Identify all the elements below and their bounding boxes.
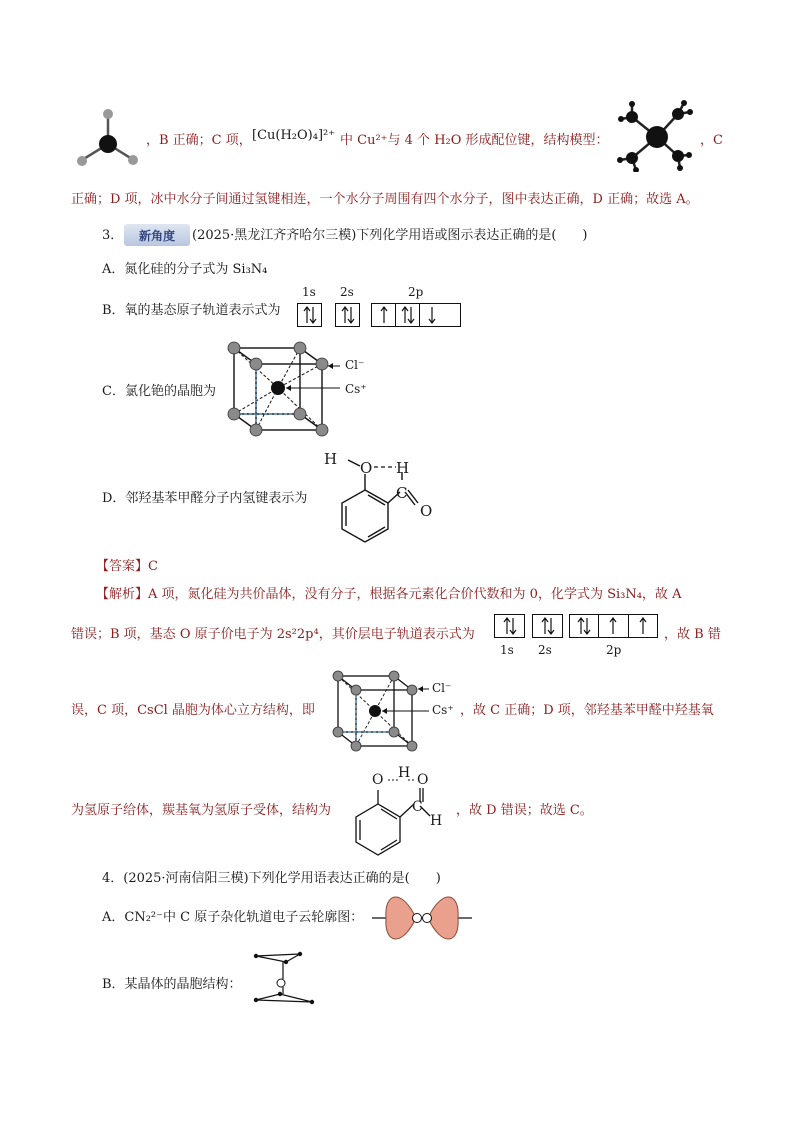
- atom-o-hydroxyl-analysis: O: [372, 772, 384, 788]
- updown-arrows-icon: [495, 615, 524, 637]
- updown-arrows-icon: [336, 304, 359, 326]
- q4-option-b: B．某晶体的晶胞结构：: [102, 977, 242, 992]
- q2-text-c: 中 Cu²⁺与 4 个 H₂O 形成配位键，结构模型：: [340, 133, 609, 148]
- cs-ion-label-analysis: Cs⁺: [432, 703, 454, 717]
- cl-ion-label-analysis: Cl⁻: [432, 681, 452, 695]
- orbital-box-1s-analysis: [494, 614, 525, 638]
- orbital-label-2p-analysis: 2p: [606, 643, 622, 657]
- atom-h-aldehyde-analysis: H: [430, 813, 443, 829]
- copper-complex-formula: [Cu(H₂O)₄]²⁺: [252, 128, 336, 143]
- updown-arrows-icon: [570, 615, 599, 637]
- answer-label: 【答案】: [96, 559, 149, 574]
- q3-stem: (2025·黑龙江齐齐哈尔三模)下列化学用语或图示表达正确的是( ): [192, 228, 588, 243]
- analysis-text-1: A 项，氮化硅为共价晶体，没有分子，根据各元素化合价代数和为 0，化学式为 Si₃N₄，故 A: [148, 587, 682, 602]
- analysis-text-4b: ，故 D 错误；故选 C。: [456, 803, 593, 818]
- q3-option-b: B．氧的基态原子轨道表示式为: [102, 303, 281, 318]
- cs-ion-label-c: Cs⁺: [345, 382, 367, 396]
- orbital-box-2p-analysis: [569, 614, 658, 638]
- salicylaldehyde-structure-option-d: [320, 450, 440, 550]
- atom-h-hydroxyl-analysis: H: [398, 765, 411, 781]
- orbital-label-2s-analysis: 2s: [538, 643, 552, 657]
- up-arrow-icon: [599, 615, 628, 637]
- atom-h-hydroxyl: H: [324, 450, 338, 468]
- q3-option-a: A．氮化硅的分子式为 Si₃N₄: [102, 262, 268, 277]
- new-angle-badge: 新角度: [124, 224, 190, 246]
- q4-option-a-prefix: A．: [102, 910, 125, 925]
- cn2-ion-formula: CN₂²⁻: [124, 910, 163, 925]
- q4-option-a-text: 中 C 原子杂化轨道电子云轮廓图：: [163, 910, 364, 925]
- q2-text-b: ，B 正确；C 项，: [146, 133, 252, 148]
- atom-o-hydroxyl: O: [360, 459, 373, 477]
- crystal-cell-diagram: [250, 948, 320, 1010]
- orbital-box-2s: [335, 303, 360, 327]
- orbital-box-2p: [371, 303, 461, 327]
- analysis-text-2a: 错误；B 项，基态 O 原子价电子为 2s²2p⁴，其价层电子轨道表示式为: [71, 627, 475, 642]
- analysis-text-3b: ，故 C 正确；D 项，邻羟基苯甲醛中羟基氧: [460, 703, 714, 718]
- analysis-text-4a: 为氢原子给体，羰基氧为氢原子受体，结构为: [71, 803, 332, 818]
- q4-option-a: [102, 909, 363, 927]
- up-arrow-icon: [372, 304, 396, 326]
- atom-h-aldehyde: H: [396, 459, 410, 477]
- q3-option-d: D．邻羟基苯甲醛分子内氢键表示为: [102, 491, 308, 506]
- orbital-box-1s: [297, 303, 322, 327]
- updown-arrows-icon: [533, 615, 562, 637]
- atom-c-aldehyde: C: [396, 484, 408, 502]
- updown-arrows-icon: [396, 304, 420, 326]
- copper-aqua-complex-model: [612, 100, 698, 172]
- q2-text-d: ，C: [700, 133, 723, 148]
- atom-c-aldehyde-analysis: C: [412, 799, 423, 815]
- q3-number: 3．: [102, 228, 124, 243]
- sp-hybrid-orbital-diagram: [372, 886, 472, 952]
- answer-line: [96, 558, 158, 576]
- q2-conclusion: 正确；D 项，冰中水分子间通过氢键相连，一个水分子周围有四个水分子，图中表达正确，D 正确；故选 A。: [71, 192, 699, 207]
- orbital-box-2s-analysis: [532, 614, 563, 638]
- analysis-line-1: [96, 586, 681, 604]
- atom-o-carbonyl: O: [420, 502, 433, 520]
- orbital-label-1s-analysis: 1s: [500, 643, 514, 657]
- atom-o-carbonyl-analysis: O: [417, 772, 429, 788]
- answer-value: C: [148, 559, 158, 574]
- orbital-label-2s: 2s: [340, 285, 354, 299]
- q4-stem: 4．(2025·河南信阳三模)下列化学用语表达正确的是( ): [102, 871, 441, 886]
- orbital-label-1s: 1s: [302, 285, 316, 299]
- cscl-unit-cell-option-c: [222, 340, 342, 438]
- up-arrow-icon: [629, 615, 657, 637]
- down-arrow-icon: [420, 304, 444, 326]
- analysis-text-3a: 误，C 项，CsCl 晶胞为体心立方结构，即: [71, 703, 315, 718]
- q3-option-c: C．氯化铯的晶胞为: [102, 384, 216, 399]
- water-molecule-model: [70, 104, 142, 170]
- cscl-unit-cell-analysis: [330, 670, 430, 754]
- analysis-text-2b: ，故 B 错: [664, 627, 721, 642]
- cl-ion-label-c: Cl⁻: [345, 358, 365, 372]
- updown-arrows-icon: [298, 304, 321, 326]
- analysis-label: 【解析】: [96, 587, 149, 602]
- orbital-label-2p: 2p: [408, 285, 424, 299]
